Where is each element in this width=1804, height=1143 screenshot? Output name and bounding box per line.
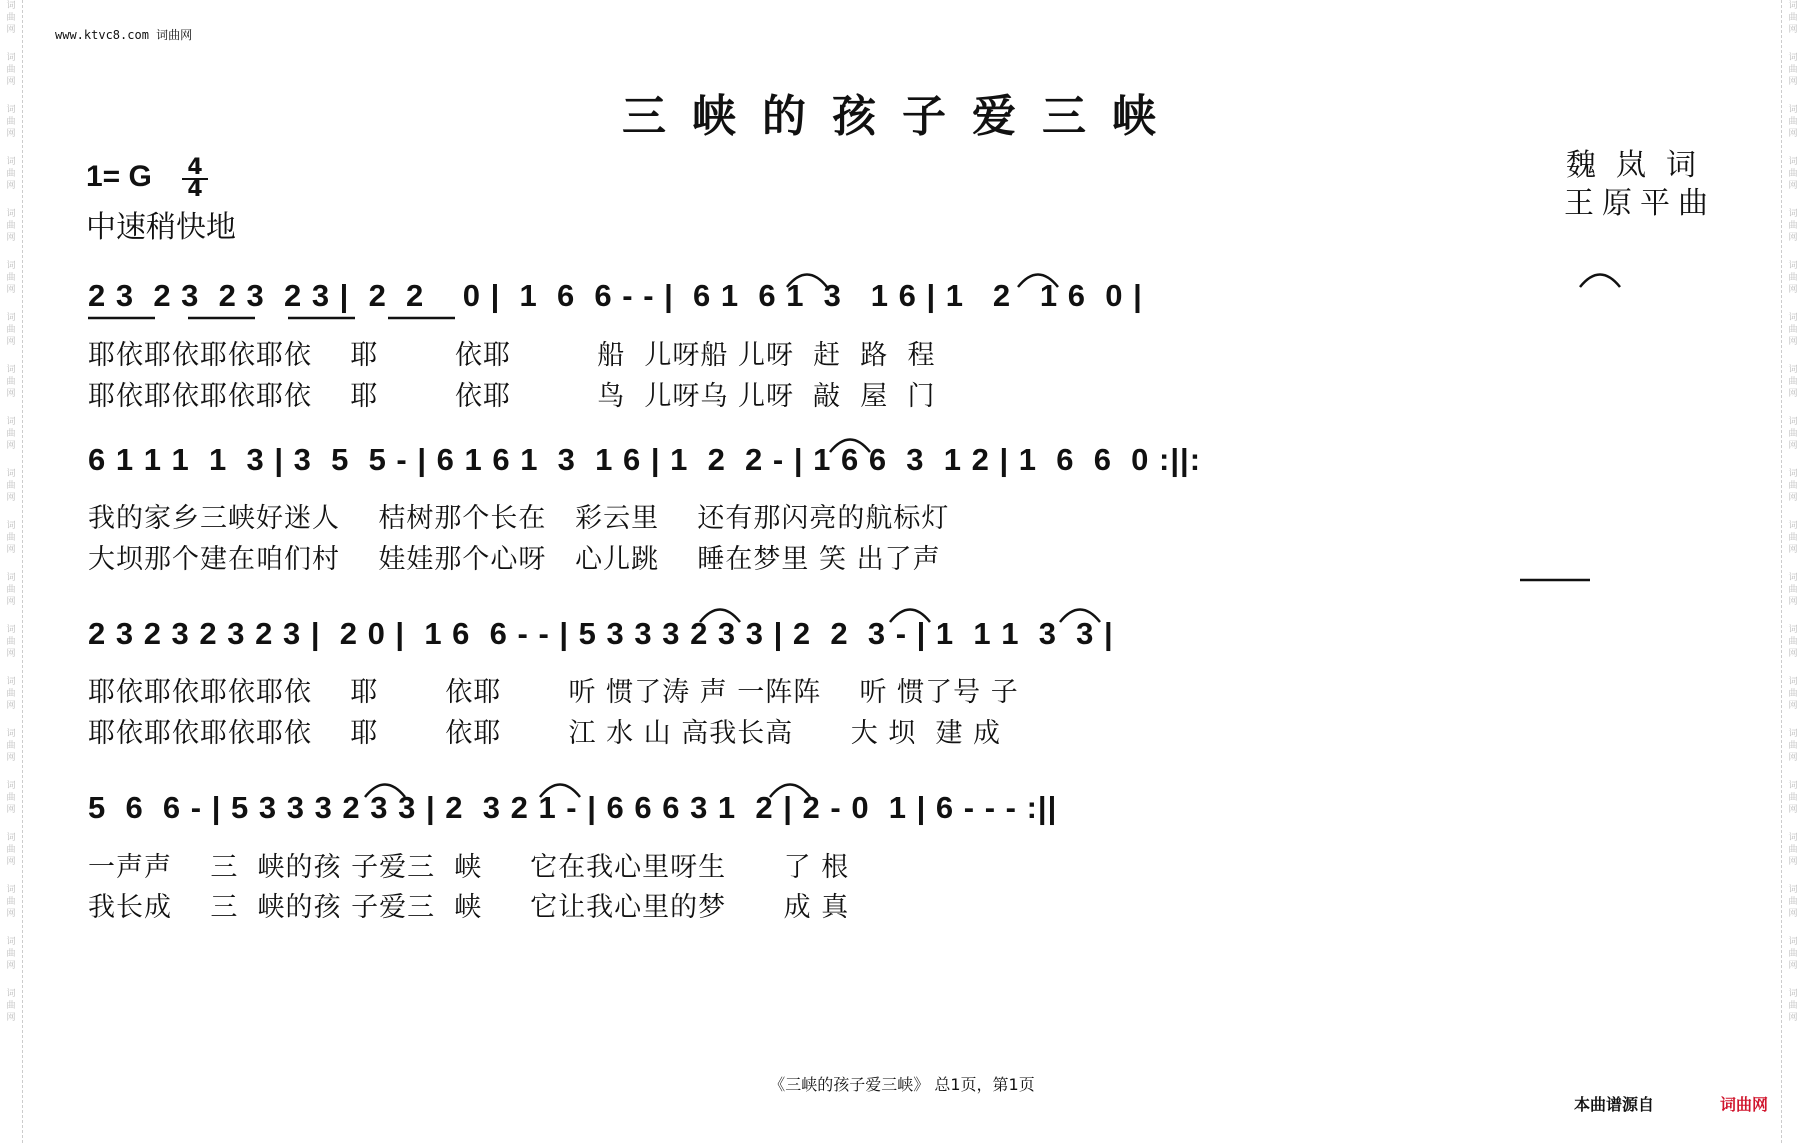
side-watermark-text: 词 曲 网 bbox=[6, 885, 16, 919]
time-signature-bottom: 4 bbox=[187, 177, 203, 202]
side-watermark-text: 词 曲 网 bbox=[1788, 105, 1798, 139]
side-watermark-text: 词 曲 网 bbox=[1788, 781, 1798, 815]
slur-6 bbox=[890, 610, 930, 623]
lyric-line-3-verse-1: 耶依耶依耶依耶依 耶 依耶 听 惯了涛 声 一阵阵 听 惯了号 子 bbox=[88, 677, 1019, 708]
slur-7 bbox=[1060, 610, 1100, 623]
lyric-line-2-verse-1: 我的家乡三峡好迷人 桔树那个长在 彩云里 还有那闪亮的航标灯 bbox=[88, 503, 950, 534]
notation-line-4: 5 6 6 - | 5 3 3 3 2 3 3 | 2 3 2 1 - | 6 6 6 3 1 2 | 2 - 0 1 | 6 - - - :|| bbox=[88, 790, 1058, 825]
side-watermark-text: 词 曲 网 bbox=[6, 833, 16, 867]
source-brand: 词曲网 bbox=[1720, 1095, 1769, 1114]
slur-5 bbox=[700, 610, 740, 623]
side-watermark-text: 词 曲 网 bbox=[6, 53, 16, 87]
side-watermark-text: 词 曲 网 bbox=[1788, 209, 1798, 243]
key-signature: 1= G bbox=[86, 160, 152, 193]
lyric-line-2-verse-2: 大坝那个建在咱们村 娃娃那个心呀 心儿跳 睡在梦里 笑 出了声 bbox=[88, 544, 941, 575]
time-signature-top: 4 bbox=[182, 158, 208, 180]
side-watermark-text: 词 曲 网 bbox=[1788, 53, 1798, 87]
side-watermark-text: 词 曲 网 bbox=[6, 313, 16, 347]
lyric-line-4-verse-2: 我长成 三 峡的孩 子爱三 峡 它让我心里的梦 成 真 bbox=[88, 892, 850, 923]
side-watermark-text: 词 曲 网 bbox=[1788, 417, 1798, 451]
notation-line-1: 2 3 2 3 2 3 2 3 | 2 2 0 | 1 6 6 - - | 6 1 6 1 3 1 6 | 1 2 1 6 0 | bbox=[88, 278, 1143, 313]
side-watermark-text: 词 曲 网 bbox=[1788, 677, 1798, 711]
slur-9 bbox=[540, 785, 580, 798]
page-footer: 《三峡的孩子爱三峡》 总1页，第1页 bbox=[769, 1075, 1035, 1094]
slur-3 bbox=[1580, 275, 1620, 288]
side-watermark-text: 词 曲 网 bbox=[6, 261, 16, 295]
side-watermark-text: 词 曲 网 bbox=[1788, 469, 1798, 503]
side-watermark-text: 词 曲 网 bbox=[6, 625, 16, 659]
tempo-marking: 中速稍快地 bbox=[86, 210, 236, 245]
side-watermark-text: 词 曲 网 bbox=[6, 469, 16, 503]
side-watermark-text: 词 曲 网 bbox=[6, 157, 16, 191]
side-watermark-text: 词 曲 网 bbox=[6, 989, 16, 1023]
slur-4 bbox=[830, 440, 870, 453]
side-watermark-text: 词 曲 网 bbox=[1788, 937, 1798, 971]
side-watermark-text: 词 曲 网 bbox=[6, 677, 16, 711]
slur-10 bbox=[770, 785, 810, 798]
side-watermark-text: 词 曲 网 bbox=[1788, 833, 1798, 867]
side-watermark-text: 词 曲 网 bbox=[1788, 625, 1798, 659]
site-watermark: www.ktvc8.com 词曲网 bbox=[55, 28, 193, 42]
side-watermark-text: 词 曲 网 bbox=[1788, 573, 1798, 607]
side-watermark-text: 词 曲 网 bbox=[1788, 365, 1798, 399]
lyric-line-3-verse-2: 耶依耶依耶依耶依 耶 依耶 江 水 山 高我长高 大 坝 建 成 bbox=[88, 718, 1002, 749]
side-watermark-text: 词 曲 网 bbox=[6, 521, 16, 555]
side-watermark-text: 词 曲 网 bbox=[1788, 157, 1798, 191]
slur-2 bbox=[1018, 275, 1058, 288]
side-watermark-text: 词 曲 网 bbox=[6, 417, 16, 451]
side-watermark-text: 词 曲 网 bbox=[1788, 885, 1798, 919]
side-watermark-text: 词 曲 网 bbox=[6, 1, 16, 35]
side-watermark-text: 词 曲 网 bbox=[6, 729, 16, 763]
lyricist-credit: 魏岚词 bbox=[1566, 148, 1716, 183]
side-watermark-text: 词 曲 网 bbox=[1788, 989, 1798, 1023]
side-watermark-text: 词 曲 网 bbox=[6, 781, 16, 815]
notation-line-3: 2 3 2 3 2 3 2 3 | 2 0 | 1 6 6 - - | 5 3 3 3 2 3 3 | 2 2 3 - | 1 1 1 3 3 | bbox=[88, 616, 1114, 651]
lyric-line-1-verse-1: 耶依耶依耶依耶依 耶 依耶 船 儿呀船 儿呀 赶 路 程 bbox=[88, 340, 936, 371]
side-watermark-text: 词 曲 网 bbox=[6, 105, 16, 139]
composer-credit: 王原平曲 bbox=[1564, 186, 1716, 221]
slur-1 bbox=[787, 275, 827, 288]
side-watermark-text: 词 曲 网 bbox=[1788, 729, 1798, 763]
side-watermark-text: 词 曲 网 bbox=[6, 937, 16, 971]
notation-line-2: 6 1 1 1 1 3 | 3 5 5 - | 6 1 6 1 3 1 6 | 1 2 2 - | 1 6 6 3 1 2 | 1 6 6 0 :||: bbox=[88, 442, 1202, 477]
song-title: 三峡的孩子爱三峡 bbox=[622, 91, 1182, 142]
lyric-line-4-verse-1: 一声声 三 峡的孩 子爱三 峡 它在我心里呀生 了 根 bbox=[88, 852, 850, 883]
side-watermark-text: 词 曲 网 bbox=[6, 365, 16, 399]
lyric-line-1-verse-2: 耶依耶依耶依耶依 耶 依耶 鸟 儿呀乌 儿呀 敲 屋 门 bbox=[88, 381, 936, 412]
side-watermark-text: 词 曲 网 bbox=[1788, 521, 1798, 555]
side-watermark-text: 词 曲 网 bbox=[1788, 1, 1798, 35]
side-watermark-text: 词 曲 网 bbox=[6, 209, 16, 243]
side-watermark-text: 词 曲 网 bbox=[1788, 261, 1798, 295]
side-watermark-text: 词 曲 网 bbox=[6, 573, 16, 607]
source-label: 本曲谱源自 bbox=[1574, 1095, 1655, 1114]
side-watermark-text: 词 曲 网 bbox=[1788, 313, 1798, 347]
slur-8 bbox=[365, 785, 405, 798]
